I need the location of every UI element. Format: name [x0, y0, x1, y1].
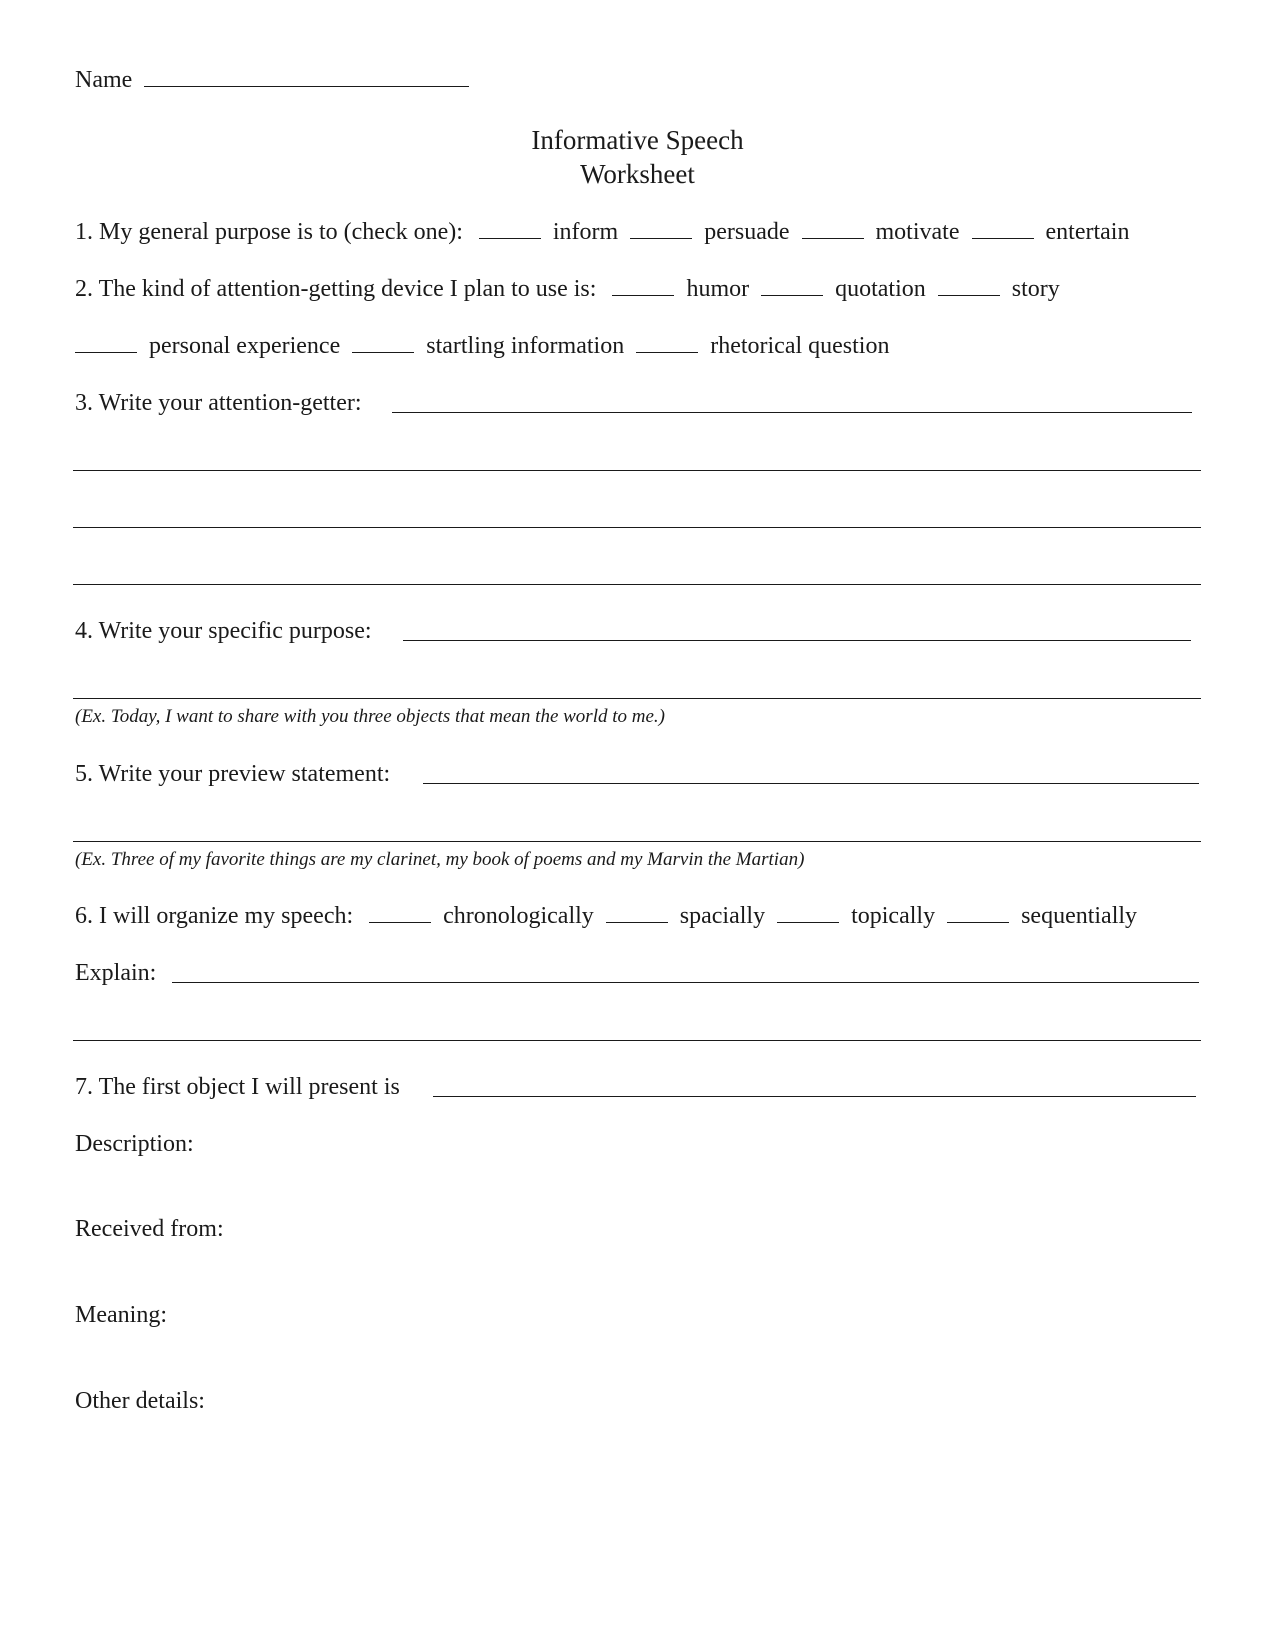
q1-prompt: 1. My general purpose is to (check one): — [75, 219, 463, 245]
q1-option: persuade — [704, 219, 790, 245]
question-4 — [75, 617, 372, 645]
q3-answer-line[interactable] — [73, 470, 1201, 471]
name-label: Name — [75, 67, 133, 93]
q2-check-blank[interactable] — [938, 275, 1000, 296]
q6-explain-label: Explain: — [75, 960, 157, 986]
q6-option: topically — [851, 903, 936, 929]
q2-check-blank[interactable] — [761, 275, 823, 296]
q7-field-other-details: Other details: — [75, 1388, 205, 1414]
q6-option: spacially — [679, 903, 766, 929]
q6-explain-row — [75, 959, 156, 987]
q6-prompt: 6. I will organize my speech: — [75, 903, 354, 929]
q1-check-blank[interactable] — [630, 218, 692, 239]
q2-option: humor — [686, 276, 750, 302]
q1-option: entertain — [1045, 219, 1130, 245]
question-7 — [75, 1073, 400, 1101]
name-field[interactable] — [144, 66, 469, 87]
question-1 — [75, 218, 1129, 246]
q2-prompt: 2. The kind of attention-getting device I plan to use is: — [75, 276, 597, 302]
q1-check-blank[interactable] — [972, 218, 1034, 239]
q2-check-blank[interactable] — [352, 332, 414, 353]
q6-check-blank[interactable] — [606, 902, 668, 923]
q1-option: motivate — [875, 219, 960, 245]
q2-check-blank[interactable] — [636, 332, 698, 353]
q7-field-description: Description: — [75, 1131, 194, 1157]
q1-check-blank[interactable] — [479, 218, 541, 239]
q5-answer-line[interactable] — [73, 841, 1201, 842]
q4-answer-line[interactable] — [73, 698, 1201, 699]
q6-check-blank[interactable] — [947, 902, 1009, 923]
q2-option: quotation — [835, 276, 926, 302]
q2-check-blank[interactable] — [612, 275, 674, 296]
q1-option: inform — [552, 219, 619, 245]
question-5 — [75, 760, 390, 788]
q3-answer-line[interactable] — [392, 412, 1192, 413]
q6-option: sequentially — [1021, 903, 1138, 929]
q5-answer-line[interactable] — [423, 783, 1199, 784]
q6-explain-line[interactable] — [73, 1040, 1201, 1041]
q2-option: story — [1011, 276, 1060, 302]
q2-check-blank[interactable] — [75, 332, 137, 353]
q4-prompt: 4. Write your specific purpose: — [75, 618, 372, 644]
q6-option: chronologically — [443, 903, 594, 929]
q6-explain-line[interactable] — [172, 982, 1199, 983]
q7-prompt: 7. The first object I will present is — [75, 1074, 400, 1100]
q2-option: personal experience — [149, 333, 341, 359]
q2-option: rhetorical question — [710, 333, 890, 359]
q7-field-meaning: Meaning: — [75, 1302, 167, 1328]
q3-answer-line[interactable] — [73, 527, 1201, 528]
worksheet-subtitle: Worksheet — [580, 159, 695, 189]
q1-check-blank[interactable] — [802, 218, 864, 239]
q6-check-blank[interactable] — [369, 902, 431, 923]
q4-example: (Ex. Today, I want to share with you three objects that mean the world to me.) — [75, 706, 665, 727]
question-3 — [75, 389, 362, 417]
q5-example: (Ex. Three of my favorite things are my clarinet, my book of poems and my Marvin the Martian) — [75, 849, 805, 870]
question-6 — [75, 902, 1137, 930]
question-2 — [75, 275, 1060, 303]
q7-answer-line[interactable] — [433, 1096, 1196, 1097]
q5-prompt: 5. Write your preview statement: — [75, 761, 391, 787]
q6-check-blank[interactable] — [777, 902, 839, 923]
worksheet-title: Informative Speech — [531, 125, 744, 155]
q7-field-received-from: Received from: — [75, 1216, 224, 1242]
q3-prompt: 3. Write your attention-getter: — [75, 390, 362, 416]
q2-option: startling information — [426, 333, 625, 359]
q3-answer-line[interactable] — [73, 584, 1201, 585]
q4-answer-line[interactable] — [403, 640, 1191, 641]
question-2-continued — [75, 332, 889, 360]
name-row — [75, 66, 469, 94]
